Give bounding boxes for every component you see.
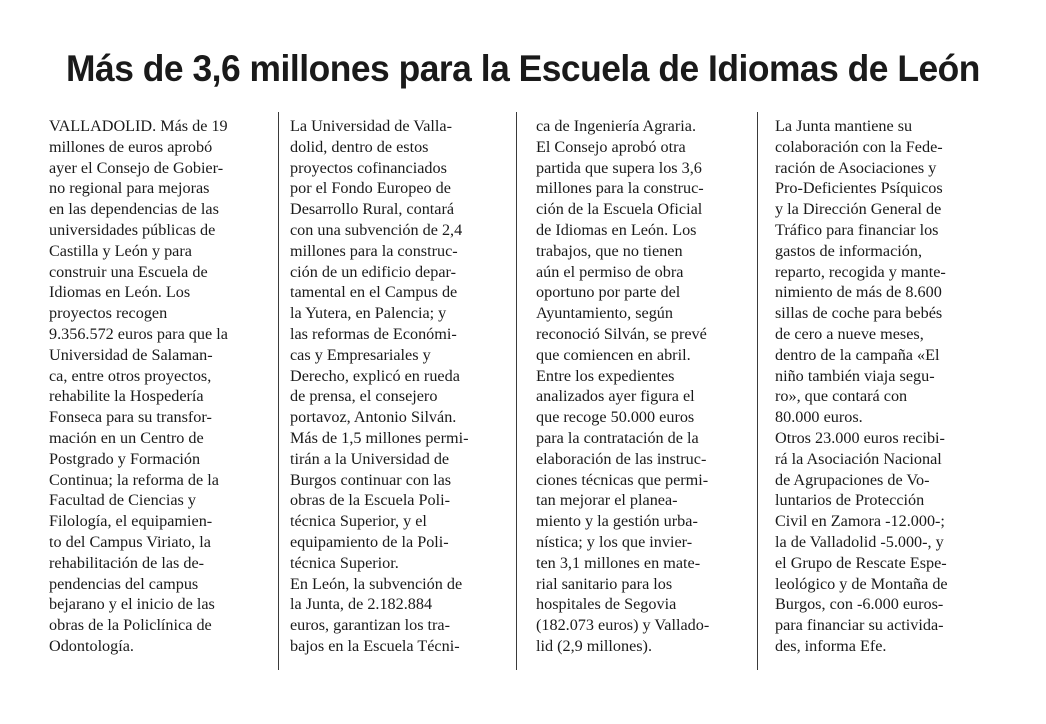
article-text-line: bajos en la Escuela Técni- bbox=[290, 636, 460, 655]
article-text-line: técnica Superior. bbox=[290, 553, 399, 572]
article-text-line: Entre los expedientes bbox=[536, 366, 675, 385]
article-text-line: leológico y de Montaña de bbox=[775, 574, 948, 593]
article-text-line: portavoz, Antonio Silván. bbox=[290, 408, 457, 427]
article-text-line: La Universidad de Valla- bbox=[290, 117, 452, 135]
article-text-line: reparto, recogida y mante- bbox=[775, 262, 946, 281]
article-text-line: ción de un edificio depar- bbox=[290, 262, 456, 281]
article-text-line: técnica Superior, y el bbox=[290, 512, 427, 531]
article-text-line: Pro-Deficientes Psíquicos bbox=[775, 179, 943, 198]
article-text-line: ca de Ingeniería Agraria. bbox=[536, 117, 696, 135]
article-text-line: miento y la gestión urba- bbox=[536, 512, 698, 531]
article-text-line: La Junta mantiene su bbox=[775, 117, 913, 135]
article-text-line: con una subvención de 2,4 bbox=[290, 220, 463, 239]
article-text-line: rehabilitación de las de- bbox=[49, 553, 205, 572]
article-text-line: hospitales de Segovia bbox=[536, 595, 677, 614]
article-column-3 bbox=[536, 116, 748, 657]
article-text-line: 9.356.572 euros para que la bbox=[49, 324, 228, 343]
article-text-line: Universidad de Salaman- bbox=[49, 345, 213, 364]
article-text-line: tirán a la Universidad de bbox=[290, 449, 450, 468]
article-text-line: trabajos, que no tienen bbox=[536, 241, 683, 260]
article-text-line: que recoge 50.000 euros bbox=[536, 408, 695, 427]
article-text-line: de Idiomas en León. Los bbox=[536, 220, 697, 239]
article-column-2 bbox=[290, 116, 502, 657]
article-text-line: obras de la Escuela Poli- bbox=[290, 491, 451, 510]
article-text-line: ciones técnicas que permi- bbox=[536, 470, 709, 489]
article-text-line: Facultad de Ciencias y bbox=[49, 491, 196, 510]
article-text-line: y la Dirección General de bbox=[775, 200, 942, 219]
article-text-line: que comiencen en abril. bbox=[536, 345, 691, 364]
article-text-line: Odontología. bbox=[49, 636, 134, 655]
article-text-line: equipamiento de la Poli- bbox=[290, 532, 449, 551]
article-text-line: euros, garantizan los tra- bbox=[290, 616, 451, 635]
article-text-line: ten 3,1 millones en mate- bbox=[536, 553, 701, 572]
article-text-line: El Consejo aprobó otra bbox=[536, 137, 686, 156]
article-text-line: tamental en el Campus de bbox=[290, 283, 458, 302]
article-text-line: dentro de la campaña «El bbox=[775, 345, 940, 364]
article-text-line: luntarios de Protección bbox=[775, 491, 925, 510]
article-text-line: rá la Asociación Nacional bbox=[775, 449, 942, 468]
article-text-line: Fonseca para su transfor- bbox=[49, 408, 212, 427]
article-text-line: universidades públicas de bbox=[49, 220, 216, 239]
article-text-line: aún el permiso de obra bbox=[536, 262, 684, 281]
article-text-line: mación en un Centro de bbox=[49, 428, 204, 447]
article-text-line: la de Valladolid -5.000-, y bbox=[775, 532, 944, 551]
column-divider bbox=[516, 112, 517, 670]
article-text-line: Más de 1,5 millones permi- bbox=[290, 428, 469, 447]
article-text-line: rehabilite la Hospedería bbox=[49, 387, 204, 406]
article-text-line: pendencias del campus bbox=[49, 574, 199, 593]
article-text-line: Idiomas en León. Los bbox=[49, 283, 191, 302]
article-text-line: cas y Empresariales y bbox=[290, 345, 431, 364]
article-text-line: obras de la Policlínica de bbox=[49, 616, 212, 635]
article-text-line: ración de Asociaciones y bbox=[775, 158, 937, 177]
article-column-4 bbox=[775, 116, 987, 657]
article-text-line: ca, entre otros proyectos, bbox=[49, 366, 212, 385]
article-column-1 bbox=[49, 116, 261, 657]
article-text-line: Ayuntamiento, según bbox=[536, 304, 673, 323]
article-text-line: las reformas de Económi- bbox=[290, 324, 457, 343]
article-text-line: no regional para mejoras bbox=[49, 179, 210, 198]
article-text-line: colaboración con la Fede- bbox=[775, 137, 943, 156]
article-text-line: lid (2,9 millones). bbox=[536, 636, 652, 655]
article-text-line: la Yutera, en Palencia; y bbox=[290, 304, 447, 323]
article-text-line: Postgrado y Formación bbox=[49, 449, 201, 468]
article-text-line: de Agrupaciones de Vo- bbox=[775, 470, 930, 489]
article-text-line: Castilla y León y para bbox=[49, 241, 192, 260]
article-text-line: partida que supera los 3,6 bbox=[536, 158, 702, 177]
article-text-line: proyectos recogen bbox=[49, 304, 168, 323]
article-text-line: 80.000 euros. bbox=[775, 408, 863, 427]
article-text-line: Continua; la reforma de la bbox=[49, 470, 219, 489]
article-text-line: de prensa, el consejero bbox=[290, 387, 438, 406]
article-text-line: bejarano y el inicio de las bbox=[49, 595, 215, 614]
article-text-line: para financiar su activida- bbox=[775, 616, 944, 635]
article-text-line: analizados ayer figura el bbox=[536, 387, 695, 406]
article-text-line: des, informa Efe. bbox=[775, 636, 887, 655]
article-text-line: (182.073 euros) y Vallado- bbox=[536, 616, 710, 635]
article-text-line: Tráfico para financiar los bbox=[775, 220, 939, 239]
article-text-line: sillas de coche para bebés bbox=[775, 304, 943, 323]
article-text-line: en las dependencias de las bbox=[49, 200, 219, 219]
article-text-line: En León, la subvención de bbox=[290, 574, 463, 593]
article-text-line: ción de la Escuela Oficial bbox=[536, 200, 703, 219]
article-text-line: la Junta, de 2.182.884 bbox=[290, 595, 433, 614]
article-text-line: Burgos, con -6.000 euros- bbox=[775, 595, 944, 614]
article-text-line: Burgos continuar con las bbox=[290, 470, 452, 489]
article-text-line: nimiento de más de 8.600 bbox=[775, 283, 942, 302]
article-text-line: para la contratación de la bbox=[536, 428, 699, 447]
article-text-line: de cero a nueve meses, bbox=[775, 324, 924, 343]
article-text-line: oportuno por parte del bbox=[536, 283, 681, 302]
article-text-line: Civil en Zamora -12.000-; bbox=[775, 512, 945, 531]
article-text-line: ro», que contará con bbox=[775, 387, 908, 406]
article-text-line: ayer el Consejo de Gobier- bbox=[49, 158, 224, 177]
article-text-line: Otros 23.000 euros recibi- bbox=[775, 428, 945, 447]
article-text-line: proyectos cofinanciados bbox=[290, 158, 447, 177]
article-text-line: el Grupo de Rescate Espe- bbox=[775, 553, 947, 572]
column-divider bbox=[278, 112, 279, 670]
article-text-line: por el Fondo Europeo de bbox=[290, 179, 451, 198]
article-text-line: Filología, el equipamien- bbox=[49, 512, 213, 531]
article-text-line: Desarrollo Rural, contará bbox=[290, 200, 455, 219]
article-text-line: elaboración de las instruc- bbox=[536, 449, 707, 468]
article-text-line: tan mejorar el planea- bbox=[536, 491, 678, 510]
article-text-line: millones para la construc- bbox=[536, 179, 704, 198]
article-text-line: Derecho, explicó en rueda bbox=[290, 366, 460, 385]
column-divider bbox=[757, 112, 758, 670]
article-text-line: niño también viaja segu- bbox=[775, 366, 935, 385]
article-text-line: gastos de información, bbox=[775, 241, 922, 260]
article-text-line: dolid, dentro de estos bbox=[290, 137, 429, 156]
article-text-line: VALLADOLID. Más de 19 bbox=[49, 117, 228, 135]
article-text-line: reconoció Silván, se prevé bbox=[536, 324, 707, 343]
article-text-line: construir una Escuela de bbox=[49, 262, 208, 281]
article-text-line: nística; y los que invier- bbox=[536, 532, 693, 551]
article-headline: Más de 3,6 millones para la Escuela de Idiomas de León bbox=[66, 48, 980, 89]
article-text-line: millones para la construc- bbox=[290, 241, 458, 260]
article-text-line: millones de euros aprobó bbox=[49, 137, 213, 156]
article-text-line: rial sanitario para los bbox=[536, 574, 673, 593]
article-text-line: to del Campus Viriato, la bbox=[49, 532, 211, 551]
